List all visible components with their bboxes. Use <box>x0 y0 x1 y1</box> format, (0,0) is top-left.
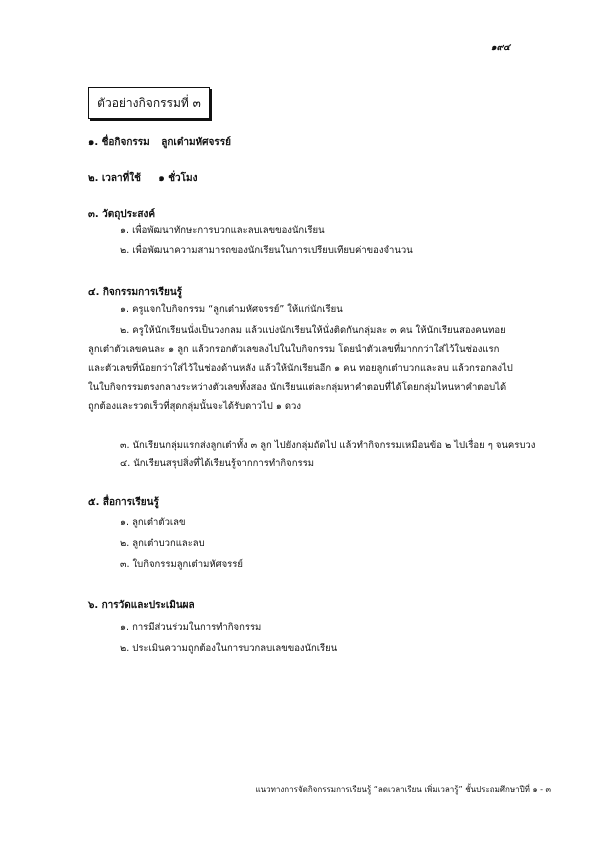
material-item: ๒. ลูกเต๋าบวกและลบ <box>120 538 205 549</box>
learning-activity-item: ๓. นักเรียนกลุ่มแรกส่งลูกเต๋าทั้ง ๓ ลูก ไปยังกลุ่มถัดไป แล้วทำกิจกรรมเหมือนข้อ ๒ ไปเรื่อย ๆ จนครบวง <box>120 440 536 451</box>
page-footer: แนวทางการจัดกิจกรรมการเรียนรู้ “ลดเวลาเรียน เพิ่มเวลารู้” ชั้นประถมศึกษาปีที่ ๑ - ๓ <box>255 785 551 794</box>
evaluation-item: ๒. ประเมินความถูกต้องในการบวกลบเลขของนักเรียน <box>120 643 338 654</box>
objective-item: ๒. เพื่อพัฒนาความสามารถของนักเรียนในการเปรียบเทียบค่าของจำนวน <box>120 245 413 256</box>
evaluation-item: ๑. การมีส่วนร่วมในการทำกิจกรรม <box>120 622 262 633</box>
section-4-heading: ๔. กิจกรรมการเรียนรู้ <box>88 287 183 298</box>
section-3-heading: ๓. วัตถุประสงค์ <box>88 209 156 220</box>
section-1-value: ลูกเต๋ามหัศจรรย์ <box>161 137 231 148</box>
section-2-label: เวลาที่ใช้ <box>101 173 141 184</box>
learning-activity-item: ๔. นักเรียนสรุปสิ่งที่ได้เรียนรู้จากการทำกิจกรรม <box>120 458 314 469</box>
objective-item: ๑. เพื่อพัฒนาทักษะการบวกและลบเลขของนักเรียน <box>120 225 325 236</box>
section-6-heading: ๖. การวัดและประเมินผล <box>88 600 195 611</box>
material-item: ๓. ใบกิจกรรมลูกเต๋ามหัศจรรย์ <box>120 559 243 570</box>
section-2-duration <box>88 173 197 185</box>
section-5-heading: ๕. สื่อการเรียนรู้ <box>88 497 159 508</box>
learning-activity-item: ๑. ครูแจกใบกิจกรรม “ลูกเต๋ามหัศจรรย์” ให้แก่นักเรียน <box>120 304 343 315</box>
page-number: ๑๙๔ <box>490 43 510 53</box>
learning-activity-paragraph <box>88 321 513 416</box>
learning-activity-paragraph-text: ๒. ครูให้นักเรียนนั่งเป็นวงกลม แล้วแบ่งนักเรียนให้นั่งติดกันกลุ่มละ ๓ คน ให้นักเรียนสองคนทอยลูกเต๋าตัวเลขคนละ ๑ ลูก แล้วกรอกตัวเลขลงไปในใบกิจกรรม โดยนำตัวเลขที่มากกว่าใส่ไว้ในช่องแรก และตัวเลขที่น้อยกว่าใส่ไว้ในช่องด้านหลัง แล้วให้นักเรียนอีก ๑ คน ทอยลูกเต๋าบวกและลบ แล้วกรอกลงไปในใบกิจกรรมตรงกลางระหว่างตัวเลขทั้งสอง นักเรียนแต่ละกลุ่มหาคำตอบที่ได้โดยกลุ่มไหนหาคำตอบได้ถูกต้องและรวดเร็วที่สุดกลุ่มนั้นจะได้รับดาวไป ๑ ดวง <box>88 325 513 412</box>
activity-title-box: ตัวอย่างกิจกรรมที่ ๓ <box>88 87 210 119</box>
section-1-activity-name <box>88 137 231 149</box>
section-1-number: ๑. <box>88 137 99 148</box>
section-2-value: ๑ ชั่วโมง <box>158 173 198 184</box>
section-1-label: ชื่อกิจกรรม <box>101 137 150 148</box>
material-item: ๑. ลูกเต๋าตัวเลข <box>120 517 186 528</box>
section-2-number: ๒. <box>88 173 99 184</box>
